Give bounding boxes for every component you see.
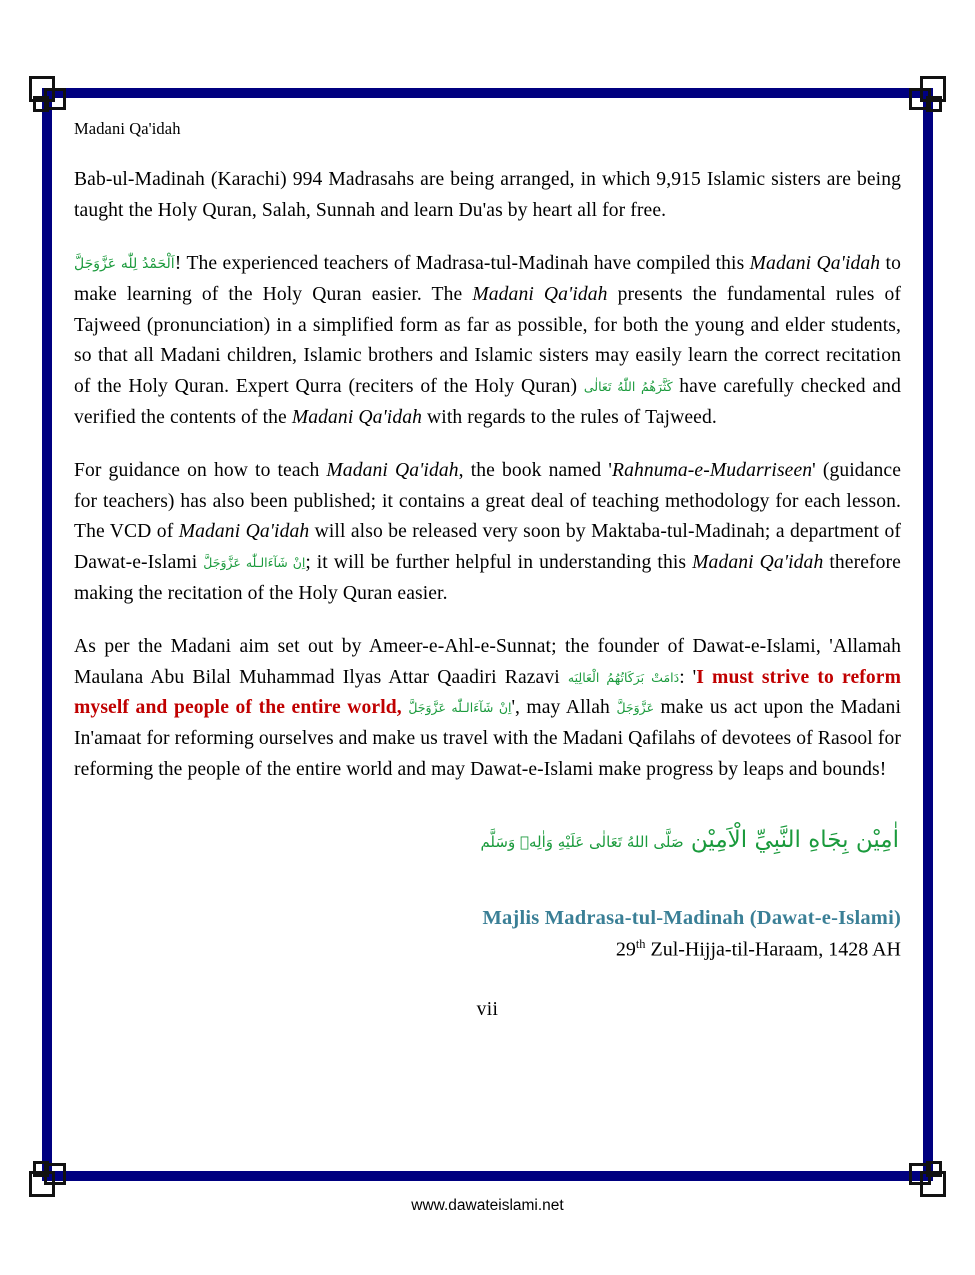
p4-seg3: , (396, 697, 409, 719)
p3-seg1: For guidance on how to teach (74, 459, 327, 481)
signature-date-rest: Zul-Hijja-til-Haraam, 1428 AH (645, 938, 901, 961)
p4-seg4: ', may Allah (511, 697, 617, 719)
madani-aim-highlight: I must strive to reform myself and people of the entire world (74, 666, 902, 719)
signature-name: Majlis Madrasa-tul-Madinah (Dawat-e-Islami) (482, 906, 901, 929)
p4-seg5: make us act upon the Madani In'amaat for reforming ourselves and make us travel with the Madani Qafilahs of devotees of Rasool for reforming the people of the entire world and may Dawat-e-Islami make progress by leaps and bounds! (74, 697, 902, 780)
corner-square-c (926, 1161, 942, 1177)
corner-ornament-bottom-left (29, 1151, 75, 1197)
paragraph-intro-text: Bab-ul-Madinah (Karachi) 994 Madrasahs are being arranged, in which 9,915 Islamic sisters are being taught the Holy Quran, Salah, Sunnah and learn Du'as by heart all for free. (74, 169, 901, 222)
p3-seg2: , the book named ' (458, 459, 612, 481)
document-content (74, 118, 901, 1021)
p3-italic-madani-qaidah-1: Madani Qa'idah (326, 459, 459, 481)
p3-seg4: will also be released very soon by Maktaba-tul-Madinah; a department of Dawat-e-Islami (74, 521, 901, 574)
footer-website-url: www.dawateislami.net (411, 1197, 564, 1214)
arabic-damat-barakatuhum: دَامَتْ بَرَكَاتُهُمُ الْعَالِيَه (567, 669, 680, 685)
arabic-inshaallah-2: اِنْ شَآءَالـلّٰه عَزَّوَجَلَّ (408, 700, 512, 716)
corner-square-c (33, 1161, 49, 1177)
dua-main-text: اٰمِيْن بِجَاهِ النَّبِيِّ الْاَمِيْن (690, 826, 899, 853)
corner-square-c (33, 96, 49, 112)
p3-seg6: therefore making the recitation of the Holy Quran easier. (74, 552, 901, 604)
signature-date-number: 29 (615, 938, 636, 961)
running-head: Madani Qa'idah (74, 119, 181, 138)
signature-date (74, 937, 901, 962)
p3-italic-madani-qaidah-2: Madani Qa'idah (178, 521, 310, 543)
corner-ornament-bottom-right (900, 1151, 946, 1197)
arabic-azzawajal: عَزَّوَجَلَّ (616, 700, 655, 716)
closing-dua (74, 822, 901, 859)
p2-seg2: to make learning of the Holy Quran easier. The (74, 253, 901, 305)
p3-seg5: ; it will be further helpful in understanding this (305, 552, 693, 574)
p2-seg3: presents the fundamental rules of Tajweed (pronunciation) in a simplified form as far as possible, for both the young and elder students, so that all Madani children, Islamic brothers and Islamic sisters may easily learn the correct recitation of the Holy Quran. Expert Qurra (reciters of the Holy Quran) (74, 283, 901, 398)
corner-ornament-top-right (900, 76, 946, 122)
paragraph-intro (74, 165, 901, 227)
p3-italic-madani-qaidah-3: Madani Qa'idah (692, 552, 824, 574)
p2-seg5: with regards to the rules of Tajweed. (422, 407, 717, 429)
signature-date-ordinal: th (635, 936, 646, 951)
paragraph-guidance (74, 456, 901, 610)
arabic-alhamdulillah: اَلْحَمْدُ لِلّٰه عَزَّوَجَلَّ (74, 256, 175, 273)
paragraph-hamd (74, 249, 901, 434)
paragraph-madani-aim (74, 632, 901, 786)
dua-salutation-text: صَلَّى اللهُ تَعَالٰى عَلَيْهِ وَاٰلِهٖ وَسَلَّم (480, 832, 684, 851)
p4-seg2: : ' (679, 666, 697, 688)
p2-italic-madani-qaidah-1: Madani Qa'idah (749, 253, 881, 275)
p2-italic-madani-qaidah-3: Madani Qa'idah (291, 407, 423, 429)
p3-seg3: ' (guidance for teachers) has also been published; it contains a great deal of teaching methodology for each lesson. The VCD of (74, 459, 901, 543)
corner-ornament-top-left (29, 76, 75, 122)
page-number: vii (476, 999, 499, 1021)
p4-seg1: As per the Madani aim set out by Ameer-e-Ahl-e-Sunnat; the founder of Dawat-e-Islami, 'Allamah Maulana Abu Bilal Muhammad Ilyas Attar Qaadiri Razavi (74, 635, 901, 688)
p3-italic-rahnuma: Rahnuma-e-Mudarriseen (612, 459, 813, 481)
arabic-kassarahumullah: كَثَّرَهُمُ اللّٰهُ تَعَالٰی (583, 379, 673, 395)
p2-italic-madani-qaidah-2: Madani Qa'idah (472, 283, 608, 305)
arabic-inshaallah-1: اِنْ شَآءَالـلّٰه عَزَّوَجَلَّ (203, 555, 306, 571)
corner-square-c (926, 96, 942, 112)
p2-seg4: have carefully checked and verified the contents of the (74, 376, 901, 429)
p2-seg1: ! The experienced teachers of Madrasa-tul-Madinah have compiled this (174, 253, 750, 275)
